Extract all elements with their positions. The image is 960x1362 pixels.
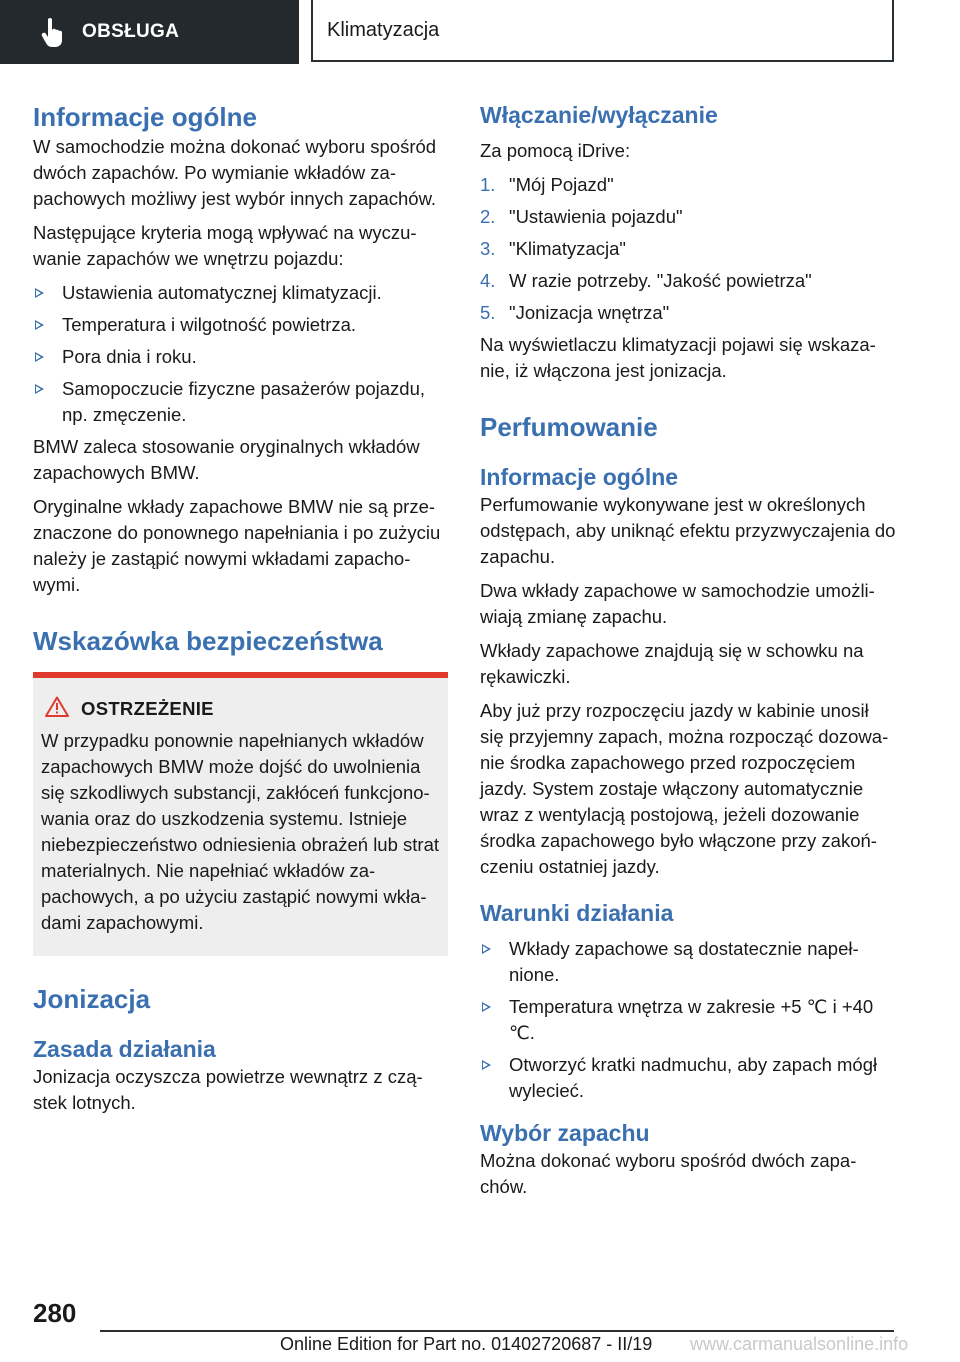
list-item: 4. W razie potrzeby. "Jakość powietrza" bbox=[480, 270, 812, 291]
list-item: Samopoczucie fizyczne pasażerów pojazdu, np. zmęczenie. bbox=[33, 376, 448, 428]
paragraph: Oryginalne wkłady zapachowe BMW nie są przeznaczone do ponownego napełniania i po zużyciu należy je zastąpić nowymi wkładami zapachowymi. bbox=[33, 496, 441, 595]
heading-scent-choice: Wybór zapachu bbox=[480, 1120, 650, 1146]
warning-text: W przypadku ponownie napełnianych wkładów zapachowych BMW może dojść do uwolnienia się szkodliwych substancji, zakłóceń funkcjonowania oraz do uszkodzenia systemu. Istnieje niebezpieczeństwo odniesienia obrażeń lub strat materialnych. Nie napełniać wkładów zapachowych, a po użyciu zastąpić nowymi wkładami zapachowymi. bbox=[41, 730, 440, 933]
hand-pointer-icon bbox=[40, 17, 66, 47]
paragraph: Za pomocą iDrive: bbox=[480, 140, 631, 161]
page-number: 280 bbox=[33, 1298, 77, 1328]
list-item: Temperatura wnętrza w zakresie +5 ℃ i +40 ℃. bbox=[480, 994, 896, 1046]
paragraph: Można dokonać wyboru spośród dwóch zapachów. bbox=[480, 1150, 857, 1197]
list-item: Otworzyć kratki nadmuchu, aby zapach mógł wylecieć. bbox=[480, 1052, 896, 1104]
left-column bbox=[33, 100, 448, 1116]
list-item: Ustawienia automatycznej klimatyzacji. bbox=[33, 280, 448, 306]
edition-text: Online Edition for Part no. 01402720687 - II/19 bbox=[280, 1334, 653, 1354]
triangle-bullet-icon bbox=[35, 352, 44, 362]
criteria-list bbox=[33, 280, 448, 428]
heading-safety: Wskazówka bezpieczeństwa bbox=[33, 626, 383, 656]
section-label: OBSŁUGA bbox=[82, 21, 180, 42]
heading-ionization: Jonizacja bbox=[33, 984, 151, 1014]
paragraph: Dwa wkłady zapachowe w samochodzie umożliwiają zmianę zapachu. bbox=[480, 580, 875, 627]
paragraph: Aby już przy rozpoczęciu jazdy w kabinie unosił się przyjemny zapach, można rozpocząć dozowanie środka zapachowego przed rozpoczęciem jazdy. System zostaje włączony automatycznie wraz z wentylacją postojową, jeżeli dozowanie środka zapachowego było włączone przy zakończeniu ostatniej jazdy. bbox=[480, 700, 889, 877]
right-column bbox=[480, 100, 896, 1200]
paragraph: Perfumowanie wykonywane jest w określonych odstępach, aby uniknąć efektu przyzwyczajenia do zapachu. bbox=[480, 494, 896, 567]
list-item: 5. "Jonizacja wnętrza" bbox=[480, 302, 670, 323]
paragraph: Następujące kryteria mogą wpływać na wyczuwanie zapachów we wnętrzu pojazdu: bbox=[33, 222, 417, 269]
heading-general-info: Informacje ogólne bbox=[33, 102, 257, 132]
steps-list bbox=[480, 172, 896, 326]
heading-perfume: Perfumowanie bbox=[480, 412, 658, 442]
paragraph: Jonizacja oczyszcza powietrze wewnątrz z cząstek lotnych. bbox=[33, 1066, 423, 1113]
chapter-title: Klimatyzacja bbox=[327, 18, 440, 41]
paragraph: BMW zaleca stosowanie oryginalnych wkładów zapachowych BMW. bbox=[33, 436, 420, 483]
triangle-bullet-icon bbox=[35, 288, 44, 298]
paragraph: Wkłady zapachowe znajdują się w schowku na rękawiczki. bbox=[480, 640, 864, 687]
list-item: Pora dnia i roku. bbox=[33, 344, 448, 370]
list-item: 3. "Klimatyzacja" bbox=[480, 238, 626, 259]
list-item: Wkłady zapachowe są dostatecznie napełnione. bbox=[480, 936, 896, 988]
heading-principle: Zasada działania bbox=[33, 1036, 216, 1062]
triangle-bullet-icon bbox=[482, 1060, 491, 1070]
chapter-header bbox=[311, 0, 894, 62]
triangle-bullet-icon bbox=[482, 1002, 491, 1012]
conditions-list bbox=[480, 936, 896, 1104]
warning-box bbox=[33, 672, 448, 956]
warning-title: OSTRZEŻENIE bbox=[81, 698, 214, 719]
triangle-bullet-icon bbox=[35, 320, 44, 330]
section-tab bbox=[0, 0, 299, 64]
list-item: Temperatura i wilgotność powietrza. bbox=[33, 312, 448, 338]
heading-on-off: Włączanie/wyłączanie bbox=[480, 102, 718, 128]
list-item: 1. "Mój Pojazd" bbox=[480, 174, 614, 195]
list-item: 2. "Ustawienia pojazdu" bbox=[480, 206, 683, 227]
paragraph: Na wyświetlaczu klimatyzacji pojawi się wskazanie, iż włączona jest jonizacja. bbox=[480, 334, 876, 381]
triangle-bullet-icon bbox=[482, 944, 491, 954]
watermark: www.carmanualsonline.info bbox=[690, 1334, 909, 1354]
heading-conditions: Warunki działania bbox=[480, 900, 674, 926]
footer-divider bbox=[100, 1330, 894, 1332]
warning-triangle-icon bbox=[45, 696, 69, 722]
heading-perfume-info: Informacje ogólne bbox=[480, 464, 679, 490]
paragraph: W samochodzie można dokonać wyboru spośród dwóch zapachów. Po wymianie wkładów zapachowych możliwy jest wybór innych zapachów. bbox=[33, 136, 437, 209]
triangle-bullet-icon bbox=[35, 384, 44, 394]
